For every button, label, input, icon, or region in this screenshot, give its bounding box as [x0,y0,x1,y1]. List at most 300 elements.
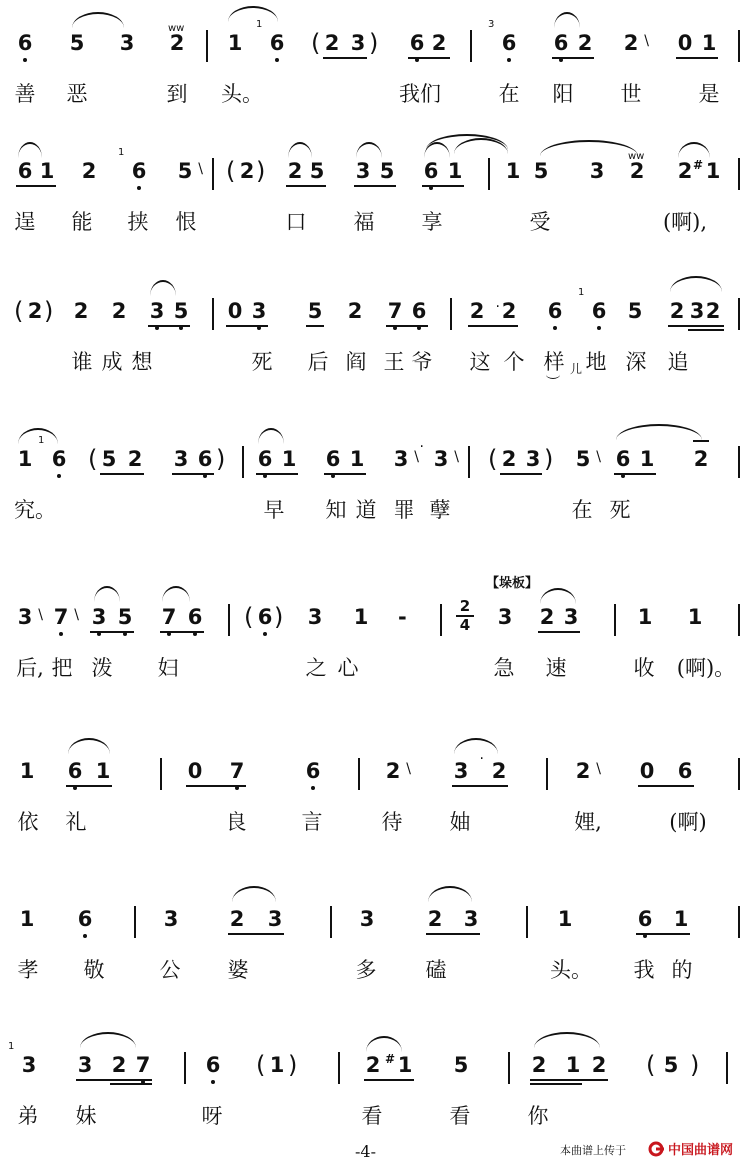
bar-line [738,30,740,62]
bar-line [212,158,214,190]
paren: ( [226,157,236,185]
note: 7 [386,298,404,324]
lyric-syllable: 受 [529,210,551,234]
notation-row [0,0,750,66]
bar-line [242,446,244,478]
lyric-syllable: 善 [14,82,36,106]
underline [468,325,518,327]
lyric-syllable: 速 [545,656,567,680]
note: 6 [16,30,34,56]
lyric-syllable: 能 [71,210,93,234]
underline [324,473,366,475]
note: 2 [669,299,685,323]
lyric-syllable: 把 [51,656,73,680]
slur [554,12,580,28]
note: 7 \ [52,604,70,630]
note: 2 \ [575,759,601,783]
underline [688,329,724,331]
paren: ( [244,603,254,631]
lyric-syllable: 头。 [221,82,263,106]
note: 1 [95,759,111,783]
underline [422,185,464,187]
note: 1 [673,907,689,931]
lyric-syllable: 知 [325,498,347,522]
bar-line [488,158,490,190]
lyric-erhua: 儿 [570,362,583,376]
note: 3 [119,31,135,55]
lyric-syllable: 磕 [425,958,447,982]
note: 3 · [453,751,484,783]
lyric-syllable: 阳 [552,82,574,106]
lyric-syllable: 收 [633,656,655,680]
bar-line [738,446,740,478]
note: 2 [287,159,303,183]
note: 6 1 [130,158,148,184]
underline [66,785,112,787]
lyric-syllable: 婆 [227,958,249,982]
underline [614,473,656,475]
paren: ) [44,297,54,325]
bar-line [726,1052,728,1084]
lyric-syllable: 死 [251,350,273,374]
note: 3 \ · [393,439,424,471]
note: 2 [577,31,593,55]
notation-row [0,268,750,334]
bar-line [738,604,740,636]
underline [638,785,694,787]
bar-line [526,906,528,938]
note: 2 [539,605,555,629]
note: 2 · [469,299,500,323]
underline [100,473,144,475]
bar-line [212,298,214,330]
notation-row [0,128,750,194]
note: 3 [250,298,268,324]
underline [452,785,508,787]
note: 3 \ [17,605,43,629]
note: 2 \ [623,31,649,55]
slur [80,1032,136,1048]
paren: ) [216,445,226,473]
lyric-syllable: 在 [498,82,520,106]
note: 2 [501,447,517,471]
lyric-syllable: 心 [337,656,359,680]
lyric-syllable: 孝 [17,958,39,982]
paren: ) [288,1051,298,1079]
slur [18,428,58,444]
slur [288,142,312,158]
paren: ) [690,1051,700,1079]
lyric-row [0,490,750,530]
score-line-3 [0,268,750,398]
score-line-1 [0,0,750,130]
paren: ( [256,1051,266,1079]
lyric-syllable: 道 [355,498,377,522]
note: 2 [692,446,710,472]
underline [172,473,214,475]
note: 5 [172,298,190,324]
lyric-row [0,950,750,990]
lyric-row [0,802,750,842]
underline [16,185,56,187]
lyric-syllable: 这 [469,350,491,374]
lyric-syllable: 后 [307,350,329,374]
lyric-tie [546,370,560,379]
note: 5 [309,159,325,183]
bar-line [614,604,616,636]
paren: ) [256,157,266,185]
note: 1 [349,447,365,471]
underline [76,1079,152,1081]
note: 1 [19,759,35,783]
underline [286,185,326,187]
note: 1 [639,447,655,471]
note: 5 \ [575,447,601,471]
note: 2 [324,31,340,55]
lyric-syllable: 个 [503,350,525,374]
lyric-syllable: 早 [263,498,285,522]
note: 6 [76,906,94,932]
note: 2 [239,159,255,183]
bar-line [160,758,162,790]
note: 1 [39,159,55,183]
note: 2 [81,159,97,183]
underline [364,1079,414,1081]
bar-line [738,158,740,190]
bar-line [228,604,230,636]
note: 1 [19,907,35,931]
note: 6 [17,159,33,183]
note: 3 [173,447,189,471]
note: 3 [525,447,541,471]
note: 3 [148,298,166,324]
note: 2 [111,299,127,323]
note: 6 1 [590,298,608,324]
underline [110,1083,152,1085]
lyric-syllable: 地 [585,350,607,374]
note: 1 [17,447,33,471]
underline [426,933,480,935]
note: 1 [269,1053,285,1077]
note: 0 [187,759,203,783]
lyric-syllable: 呀 [201,1104,223,1128]
lyric-row [0,202,750,242]
lyric-syllable: 追 [667,350,689,374]
lyric-syllable: 恶 [66,82,88,106]
lyric-syllable: 死 [609,498,631,522]
note: 2 ww [168,23,185,55]
note: 6 [304,758,322,784]
lyric-syllable: 公 [159,958,181,982]
note: 3 [497,605,513,629]
note: 6 [186,604,204,630]
bar-line [738,906,740,938]
score-line-7 [0,876,750,1006]
lyric-syllable: 口 [285,210,307,234]
note: 3 \ [433,447,459,471]
lyric-row [0,342,750,382]
lyric-syllable: 恨 [175,210,197,234]
paren: ( [88,445,98,473]
note: 5 [533,159,549,183]
lyric-syllable: (啊)。 [676,656,736,680]
lyric-syllable: 爷 [411,350,433,374]
note: 3 [359,907,375,931]
underline [256,473,298,475]
note: 2 [27,299,43,323]
note-extension: - [398,605,407,629]
lyric-syllable: 享 [421,210,443,234]
underline [160,631,204,633]
slur [232,886,276,902]
lyric-syllable: 我 [633,958,655,982]
slur [72,12,124,28]
notation-row [0,1022,750,1088]
bar-line [330,906,332,938]
slur [228,6,278,22]
note: 3 [307,605,323,629]
slur [534,1032,600,1048]
page-number: -4- [355,1142,376,1161]
underline [668,325,724,327]
paren: ( [646,1051,656,1079]
paren: ) [544,445,554,473]
lyric-syllable: 世 [620,82,642,106]
site-logo [648,1140,748,1158]
bar-line [206,30,208,62]
underline [500,473,542,475]
note: 2 [347,299,363,323]
note: 2 [705,299,721,323]
note: 3 [267,907,283,931]
note: 6 [66,758,84,784]
bar-line [468,446,470,478]
note: 1 [637,605,653,629]
lyric-syllable: 弟 [17,1104,39,1128]
note: 2 [431,31,447,55]
note: 5 [453,1053,469,1077]
lyric-syllable: 看 [361,1104,383,1128]
slur [258,428,284,444]
slur [540,140,638,156]
slur [68,738,110,754]
note: 5 [101,447,117,471]
note: 1 [701,31,717,55]
lyric-row [0,1096,750,1136]
lyric-syllable: 是 [698,82,720,106]
note: 3 [350,31,366,55]
bar-line [738,758,740,790]
note: 6 [614,446,632,472]
underline [306,325,324,327]
note: 3 [563,605,579,629]
slur [356,142,382,158]
lyric-syllable: 妯 [449,810,471,834]
slur [162,586,190,602]
lyric-syllable: 逞 [14,210,36,234]
underline [323,57,367,59]
note: 5 [663,1053,679,1077]
lyric-syllable: 妹 [75,1104,97,1128]
bar-line [184,1052,186,1084]
bar-line [358,758,360,790]
note: 2 [229,907,245,931]
note: 2 [111,1053,127,1077]
underline [530,1079,608,1081]
lyric-syllable: 王 [383,350,405,374]
note: 5 [307,299,323,323]
slur [18,142,42,158]
note: 6 1 [50,446,68,472]
lyric-syllable: 的 [671,958,693,982]
lyric-syllable: 你 [527,1104,549,1128]
slur [670,276,722,292]
underline [408,57,450,59]
note: 6 [677,759,693,783]
lyric-syllable: 言 [301,810,323,834]
lyric-syllable: 良 [225,810,247,834]
note: 6 [422,158,440,184]
score-line-2 [0,128,750,258]
lyric-row [0,74,750,114]
note: 1 [281,447,297,471]
note: 6 [636,906,654,932]
note: 3 [355,159,371,183]
slur [428,886,472,902]
bar-line [546,758,548,790]
site-logo-text: 中国曲谱网 [668,1143,734,1158]
lyric-syllable: 看 [449,1104,471,1128]
note: 6 [256,446,274,472]
note: 6 1 [268,30,286,56]
bar-line [338,1052,340,1084]
underline [90,631,134,633]
note: 0 [677,31,693,55]
lyric-syllable: 娌, [574,810,602,834]
paren: ( [488,445,498,473]
note: 2 [427,907,443,931]
paren: ) [369,29,379,57]
note: 1 [505,159,521,183]
slur [540,588,576,604]
note: 2 [591,1053,607,1077]
note: 1 # [385,1052,413,1077]
note: 2 [501,299,517,323]
lyric-syllable: 后, [16,656,44,680]
note: 1 [557,907,573,931]
lyric-syllable: 福 [353,210,375,234]
paren: ( [14,297,24,325]
underline [552,57,594,59]
note: 6 [196,446,214,472]
lyric-syllable: (啊), [662,210,708,234]
note: 6 [546,298,564,324]
lyric-syllable: 头。 [550,958,592,982]
note: 2 [127,447,143,471]
lyric-syllable: 礼 [65,810,87,834]
note: 3 [163,907,179,931]
note: 2 [677,159,693,183]
lyric-syllable: 之 [305,656,327,680]
lyric-syllable: 敬 [83,958,105,982]
lyric-syllable: 阎 [345,350,367,374]
note: 1 [353,605,369,629]
bar-line [738,298,740,330]
lyric-syllable: (啊) [669,810,707,834]
bar-line [450,298,452,330]
note: 7 [160,604,178,630]
lyric-syllable: 罪 [393,498,415,522]
bar-line [508,1052,510,1084]
bar-line [470,30,472,62]
lyric-syllable: 孽 [429,498,451,522]
note: 3 [589,159,605,183]
lyric-row [0,648,750,688]
notation-row [0,876,750,942]
note: 2 [73,299,89,323]
score-line-5 [0,574,750,704]
note: 2 [531,1053,547,1077]
note: 1 [687,605,703,629]
note: 6 [256,604,274,630]
note: 5 [69,31,85,55]
note: 6 [204,1052,222,1078]
lyric-syllable: 待 [381,810,403,834]
note: 6 3 [500,30,518,56]
underline [354,185,396,187]
lyric-syllable: 妇 [157,656,179,680]
underline [226,325,268,327]
lyric-syllable: 深 [625,350,647,374]
note: 2 \ [385,759,411,783]
underline [386,325,428,327]
lyric-syllable: 依 [17,810,39,834]
slur [454,738,498,754]
note: 1 # [693,158,721,183]
lyric-syllable: 谁 [71,350,93,374]
note: 2 [491,759,507,783]
note: 6 [410,298,428,324]
bar-line [440,604,442,636]
underline [186,785,246,787]
tempo-mark: 【垛板】 [486,576,539,591]
note: 3 [689,299,705,323]
note: 6 [408,30,426,56]
lyric-syllable: 究。 [14,498,56,522]
lyric-syllable: 挟 [127,210,149,234]
note: 1 [565,1053,581,1077]
upload-credit: 本曲谱上传于 [560,1144,626,1157]
note: 5 [116,604,134,630]
slur [616,424,702,440]
note: 7 [134,1052,152,1078]
slur [94,586,120,602]
note: 1 [227,31,243,55]
slur [150,280,176,296]
underline [676,57,718,59]
score-line-4 [0,416,750,546]
note: 3 [463,907,479,931]
note: 6 [324,446,342,472]
notation-row [0,574,750,640]
note: 2 [365,1053,381,1077]
lyric-syllable: 样 [543,350,565,374]
underline [538,631,580,633]
lyric-syllable: 到 [166,82,188,106]
slur [366,1036,402,1052]
bar-line [134,906,136,938]
slur [678,142,710,158]
